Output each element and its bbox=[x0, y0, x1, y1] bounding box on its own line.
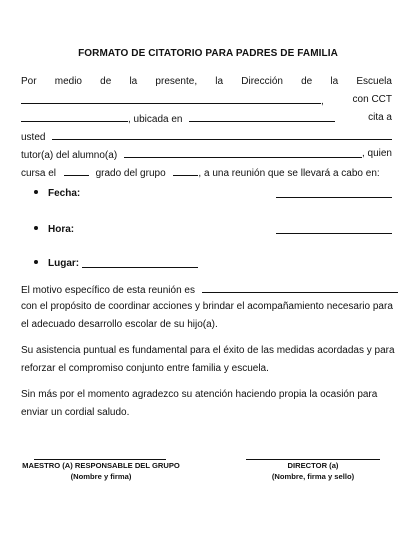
intro-line-6: cursa el grado del grupo , a una reunión que se llevará a cabo en: bbox=[21, 168, 380, 179]
teacher-signature-block bbox=[4, 460, 198, 482]
teacher-note: (Nombre y firma) bbox=[70, 472, 132, 481]
bullet-icon bbox=[34, 226, 38, 230]
date-item bbox=[34, 188, 80, 200]
attendance-line-1: Su asistencia puntual es fundamental para el éxito de las medidas acordadas y para bbox=[21, 345, 395, 356]
student-name-blank[interactable] bbox=[124, 148, 362, 158]
intro-word: la bbox=[215, 76, 224, 87]
bullet-icon bbox=[34, 260, 38, 264]
intro-word: la bbox=[330, 76, 339, 87]
intro-word: medio bbox=[54, 76, 82, 87]
address-blank[interactable] bbox=[189, 112, 335, 122]
document-title: FORMATO DE CITATORIO PARA PADRES DE FAMILIA bbox=[78, 48, 338, 59]
intro-line-5: tutor(a) del alumno(a) , quien bbox=[21, 148, 392, 161]
motivo-line-3: el adecuado desarrollo escolar de su hijo(a). bbox=[21, 319, 218, 330]
cct-blank[interactable] bbox=[21, 112, 128, 122]
director-role: DIRECTOR (a) bbox=[287, 461, 339, 470]
grade-blank[interactable] bbox=[64, 166, 89, 176]
cita-label: cita a bbox=[368, 112, 392, 123]
attendance-line-2: reforzar el compromiso conjunto entre familia y escuela. bbox=[21, 363, 269, 374]
closing-line-2: enviar un cordial saludo. bbox=[21, 407, 130, 418]
director-signature-block bbox=[218, 460, 408, 482]
school-name-blank[interactable] bbox=[21, 94, 321, 104]
bullet-icon bbox=[34, 190, 38, 194]
motivo-line-1: El motivo específico de esta reunión es bbox=[21, 283, 392, 297]
reason-blank[interactable] bbox=[202, 283, 398, 293]
time-item bbox=[34, 224, 74, 236]
place-item bbox=[34, 258, 79, 270]
intro-line-2: , con CCT bbox=[21, 94, 392, 108]
intro-word: presente, bbox=[155, 76, 198, 87]
teacher-role: MAESTRO (A) RESPONSABLE DEL GRUPO bbox=[22, 461, 180, 470]
time-blank[interactable] bbox=[276, 224, 392, 234]
intro-line-3: , ubicada en cita a bbox=[21, 112, 392, 126]
place-label: Lugar: bbox=[48, 258, 80, 269]
intro-line-1 bbox=[21, 76, 392, 88]
intro-line-4: usted bbox=[21, 130, 392, 144]
parent-name-blank[interactable] bbox=[52, 130, 392, 140]
director-note: (Nombre, firma y sello) bbox=[271, 472, 355, 481]
group-blank[interactable] bbox=[173, 166, 198, 176]
intro-word: la bbox=[129, 76, 138, 87]
time-label: Hora: bbox=[48, 224, 75, 235]
intro-word: de bbox=[301, 76, 313, 87]
date-label: Fecha: bbox=[48, 188, 81, 199]
intro-word: Escuela bbox=[356, 76, 392, 87]
cct-label: con CCT bbox=[352, 94, 392, 105]
motivo-line-2: con el propósito de coordinar acciones y brindar el acompañamiento necesario para bbox=[21, 301, 393, 312]
intro-word: Dirección bbox=[241, 76, 283, 87]
closing-line-1: Sin más por el momento agradezco su atención haciendo propia la ocasión para bbox=[21, 389, 378, 400]
intro-word: de bbox=[100, 76, 112, 87]
place-blank[interactable] bbox=[82, 258, 198, 268]
intro-word: Por bbox=[21, 76, 37, 87]
date-blank[interactable] bbox=[276, 188, 392, 198]
